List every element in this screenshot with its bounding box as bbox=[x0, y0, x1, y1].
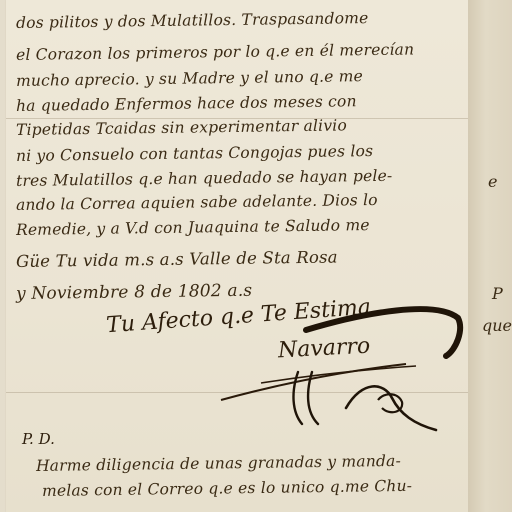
signature-name: Navarro bbox=[277, 333, 371, 364]
letter-line: dos pilitos y dos Mulatillos. Traspasandome bbox=[15, 9, 369, 32]
closing-salutation: Tu Afecto q.e Te Estima bbox=[105, 294, 372, 339]
signature-flourish bbox=[6, 0, 468, 512]
postscript-label: P. D. bbox=[22, 430, 55, 448]
letter-sheet bbox=[6, 0, 468, 512]
letter-line: el Corazon los primeros por lo q.e en él merecían bbox=[15, 40, 415, 64]
adjacent-page bbox=[468, 0, 512, 512]
letter-line: ha quedado Enfermos hace dos meses con bbox=[15, 92, 357, 115]
letter-line: mucho aprecio. y su Madre y el uno q.e me bbox=[15, 67, 364, 90]
letter-line: Remedie, y a V.d con Juaquina te Saludo me bbox=[15, 216, 370, 239]
letter-line: tres Mulatillos q.e han quedado se hayan pele- bbox=[15, 166, 393, 190]
letter-line: Tipetidas Tcaidas sin experimentar alivio bbox=[15, 116, 348, 139]
postscript-line: Harme diligencia de unas granadas y manda- bbox=[35, 451, 402, 475]
margin-fragment: P bbox=[492, 284, 503, 303]
margin-fragment: e bbox=[488, 172, 498, 191]
letter-line: ando la Correa aquien sabe adelante. Dios lo bbox=[15, 190, 378, 214]
date-line: y Noviembre 8 de 1802 a.s bbox=[15, 280, 253, 304]
margin-fragment: que bbox=[482, 316, 512, 335]
postscript-line: melas con el Correo q.e es lo unico q.me Chu- bbox=[41, 476, 413, 500]
letter-line: ni yo Consuelo con tantas Congojas pues los bbox=[15, 142, 374, 165]
date-place-line: Güe Tu vida m.s a.s Valle de Sta Rosa bbox=[15, 247, 338, 271]
